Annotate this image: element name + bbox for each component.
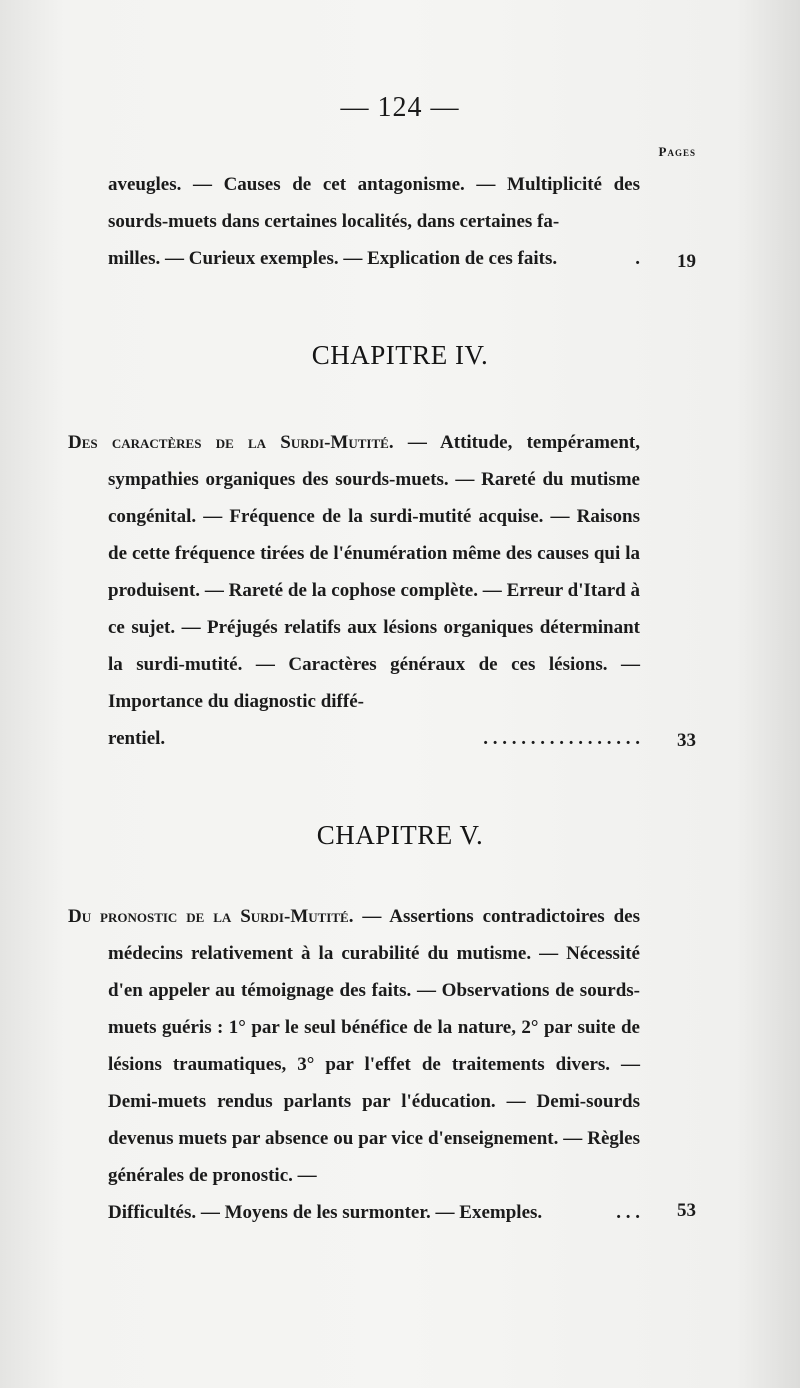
toc-entry-continuation bbox=[108, 166, 640, 277]
entry-last-line bbox=[108, 240, 640, 277]
entry-body: — Assertions contradictoires des médecins relativement à la curabilité du mutisme. — Nécessité d'en appeler au témoignage des faits. — Observations de sourds-muets guéris : 1° par le seul bénéfice de la nature, 2° par suite de lésions traumatiques, 3° par l'effet de traitements divers. — Demi-muets rendus parlants par l'éducation. — Demi-sourds devenus muets par absence ou par vice d'enseignement. — Règles générales de pronostic. — bbox=[108, 906, 641, 1186]
dot-leader: . bbox=[635, 248, 640, 269]
chapter-heading: CHAPITRE V. bbox=[316, 820, 484, 850]
toc-entry-chapter-4 bbox=[68, 424, 640, 757]
entry-last-text: milles. — Curieux exemples. — Explication de ces faits. bbox=[108, 248, 558, 269]
entry-last-line bbox=[108, 720, 640, 757]
entry-lead: Du pronostic de la Surdi-Mutité. bbox=[68, 906, 354, 927]
entry-text bbox=[68, 424, 640, 720]
dot-leader: . . . bbox=[616, 1202, 640, 1223]
chapter-heading: CHAPITRE IV. bbox=[311, 340, 489, 370]
page-reference: 19 bbox=[677, 251, 696, 272]
entry-last-text: rentiel. bbox=[108, 728, 166, 749]
page-reference: 53 bbox=[677, 1200, 696, 1221]
entry-last-text: Difficultés. — Moyens de les surmonter. — Exemples. bbox=[108, 1202, 543, 1223]
entry-body: — Attitude, tempérament, sympathies organiques des sourds-muets. — Rareté du mutisme congénital. — Fréquence de la surdi-mutité acquise. — Raisons de cette fréquence tirées de l'énumération même des causes qui la produisent. — Rareté de la cophose complète. — Erreur d'Itard à ce sujet. — Préjugés relatifs aux lésions organiques déterminant la surdi-mutité. — Caractères généraux de ces lésions. — Importance du diagnostic diffé- bbox=[108, 432, 640, 712]
entry-last-line bbox=[108, 1194, 640, 1231]
dot-leader: . . . . . . . . . . . . . . . . . bbox=[483, 728, 640, 749]
toc-entry-chapter-5 bbox=[68, 898, 641, 1231]
page-reference: 33 bbox=[677, 730, 696, 751]
entry-text: aveugles. — Causes de cet antagonisme. — Multiplicité des sourds-muets dans certaines localités, dans certaines fa- bbox=[108, 174, 640, 232]
entry-text bbox=[68, 898, 641, 1194]
entry-lead: Des caractères de la Surdi-Mutité. bbox=[68, 432, 394, 453]
pages-column-label: Pages bbox=[658, 144, 696, 159]
page-number-header: — 124 — bbox=[340, 92, 460, 123]
